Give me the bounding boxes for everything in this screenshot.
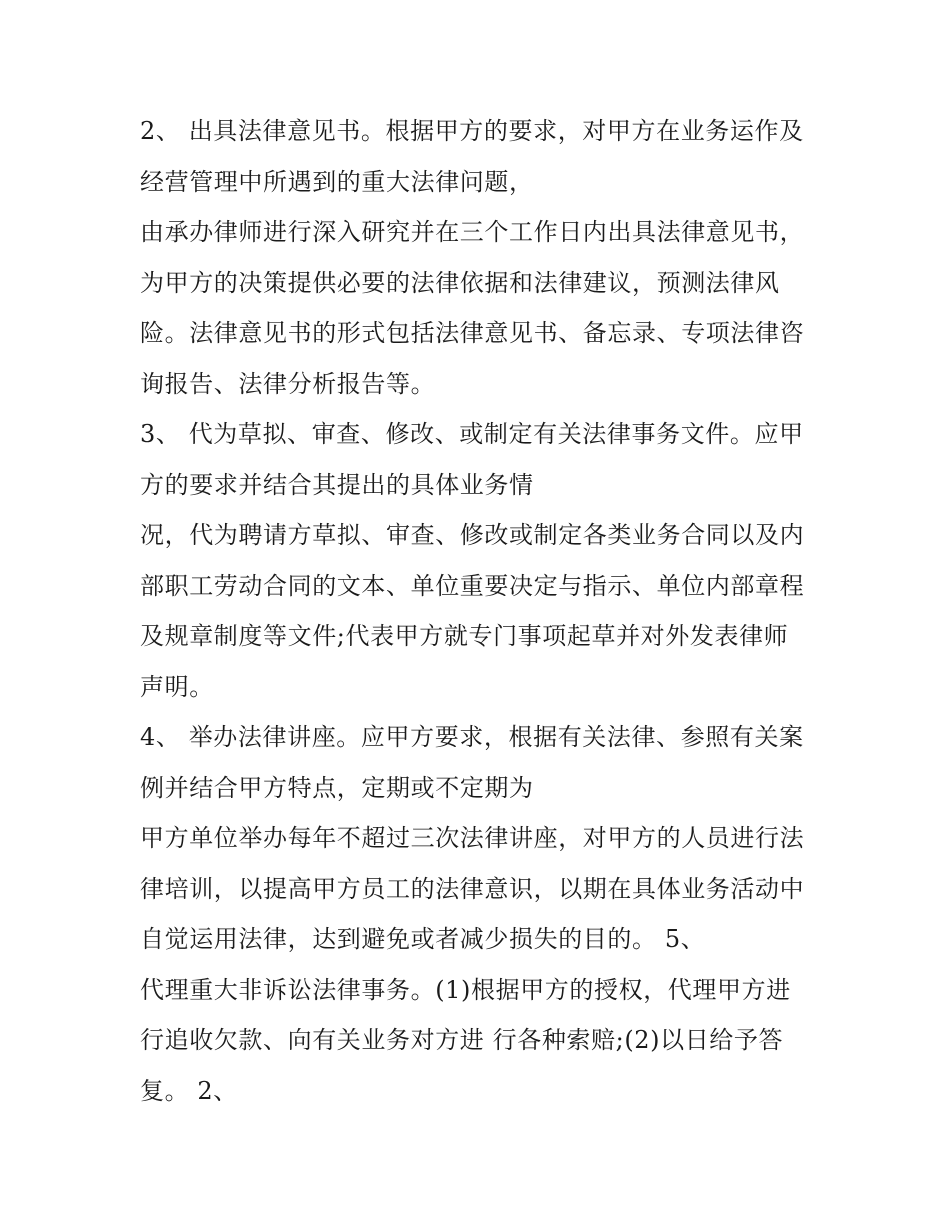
text-line: 方的要求并结合其提出的具体业务情 [140,470,534,499]
text-line: 自觉运用法律，达到避免或者减少损失的目的。 5、 [140,925,706,953]
text-line: 复。 2、 [140,1076,238,1105]
document-body [140,106,840,1116]
text-line: 甲方单位举办每年不超过三次法律讲座，对甲方的人员进行法 [140,824,805,852]
text-line: 为甲方的决策提供必要的法律依据和法律建议，预测法律风 [140,268,780,297]
text-line: 2、 出具法律意见书。根据甲方的要求，对甲方在业务运作及 [140,117,804,145]
text-line: 询报告、法律分析报告等。 [140,369,436,398]
text-line: 代理重大非诉讼法律事务。(1)根据甲方的授权，代理甲方进 [140,975,791,1004]
text-line: 例并结合甲方特点，定期或不定期为 [140,773,534,802]
text-line: 3、 代为草拟、审查、修改、或制定有关法律事务文件。应甲 [140,420,804,448]
text-line: 声明。 [140,672,214,701]
text-line: 险。法律意见书的形式包括法律意见书、备忘录、专项法律咨 [140,319,805,347]
text-line: 4、 举办法律讲座。应甲方要求，根据有关法律、参照有关案 [140,723,804,751]
text-line: 律培训，以提高甲方员工的法律意识，以期在具体业务活动中 [140,874,805,903]
text-line: 及规章制度等文件;代表甲方就专门事项起草并对外发表律师 [140,622,789,650]
text-line: 行追收欠款、向有关业务对方进 行各种索赔;(2)以日给予答 [140,1026,784,1054]
text-line: 由承办律师进行深入研究并在三个工作日内出具法律意见书， [140,218,805,246]
text-line: 部职工劳动合同的文本、单位重要决定与指示、单位内部章程 [140,571,805,600]
text-line: 经营管理中所遇到的重大法律问题， [140,167,534,196]
text-line: 况，代为聘请方草拟、审查、修改或制定各类业务合同以及内 [140,521,805,549]
